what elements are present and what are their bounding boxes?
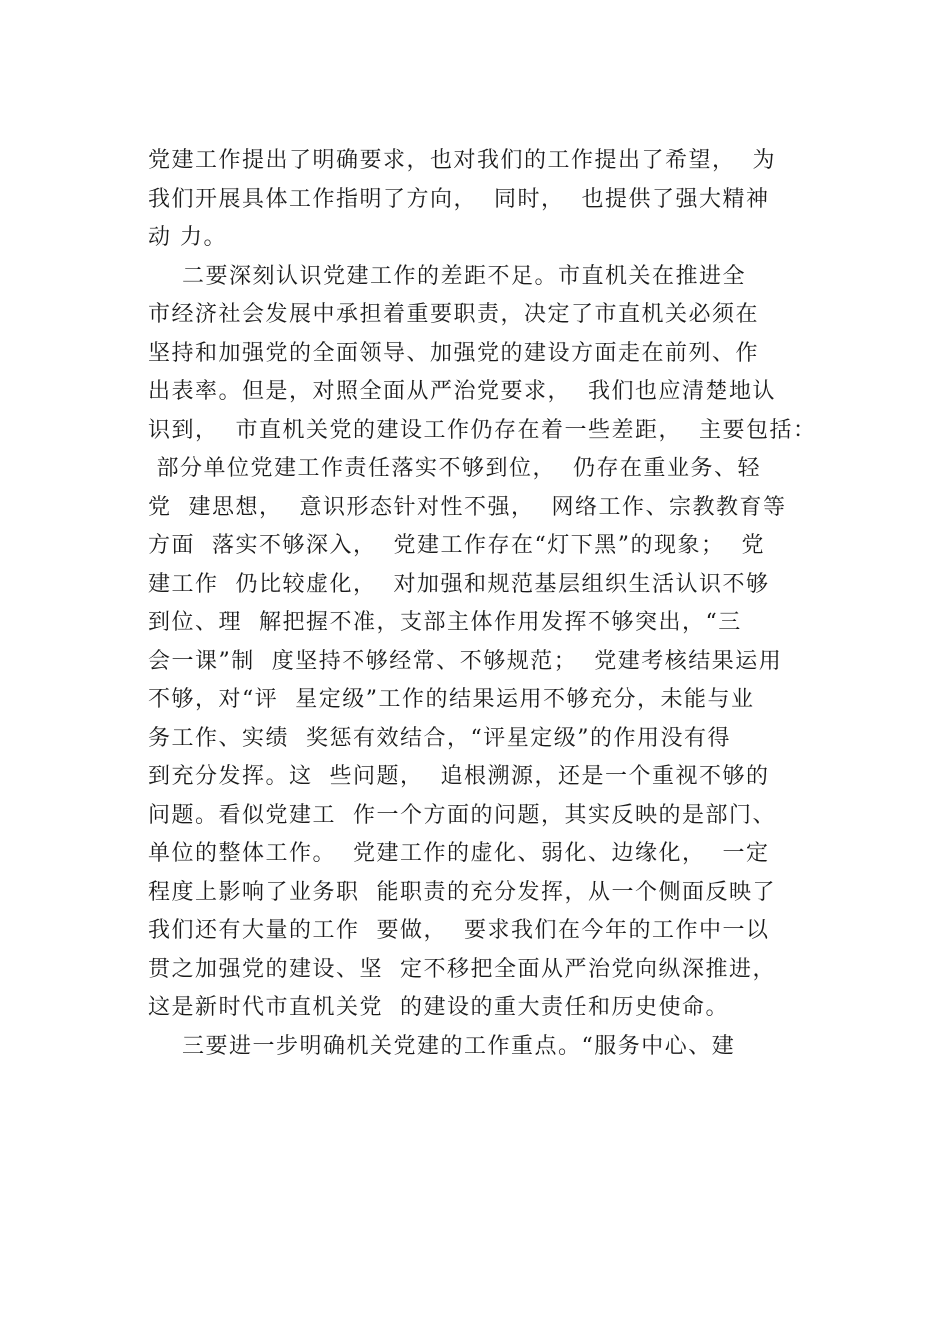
- text-line: 到位、理 解把握不准，支部主体作用发挥不够突出，“三: [148, 610, 742, 635]
- text-line: 不够，对“评 星定级”工作的结果运用不够充分，未能与业: [148, 687, 755, 712]
- text-line: 市经济社会发展中承担着重要职责，决定了市直机关必须在: [148, 302, 760, 327]
- text-line: 会一课”制 度坚持不够经常、不够规范； 党建考核结果运用: [148, 648, 783, 674]
- text-line: 单位的整体工作。 党建工作的虚化、弱化、边缘化， 一定: [148, 841, 770, 866]
- text-line: 三要进一步明确机关党建的工作重点。“服务中心、建: [148, 1033, 736, 1059]
- text-line: 贯之加强党的建设、坚 定不移把全面从严治党向纵深推进，: [148, 956, 776, 982]
- text-line: 问题。看似党建工 作一个方面的问题，其实反映的是部门、: [148, 802, 776, 828]
- text-line: 出表率。但是，对照全面从严治党要求， 我们也应清楚地认: [148, 379, 776, 404]
- text-line: 动 力。: [148, 225, 227, 250]
- text-line: 部分单位党建工作责任落实不够到位， 仍存在重业务、轻: [148, 456, 761, 481]
- text-line: 坚持和加强党的全面领导、加强党的建设方面走在前列、作: [148, 340, 760, 366]
- text-line: 程度上影响了业务职 能职责的充分发挥，从一个侧面反映了: [148, 879, 776, 905]
- text-line: 我们开展具体工作指明了方向， 同时， 也提供了强大精神: [148, 186, 770, 212]
- text-line: 务工作、实绩 奖惩有效结合，“评星定级”的作用没有得: [148, 725, 731, 751]
- text-line: 建工作 仍比较虚化， 对加强和规范基层组织生活认识不够: [148, 571, 770, 597]
- text-line: 党建工作提出了明确要求，也对我们的工作提出了希望， 为: [148, 148, 776, 173]
- text-line: 方面 落实不够深入， 党建工作存在“灯下黑”的现象； 党: [148, 533, 765, 558]
- text-line: 我们还有大量的工作 要做， 要求我们在今年的工作中一以: [148, 918, 770, 943]
- text-line: 这是新时代市直机关党 的建设的重大责任和历史使命。: [148, 995, 729, 1020]
- text-line: 二要深刻认识党建工作的差距不足。市直机关在推进全: [148, 263, 746, 289]
- text-line: 到充分发挥。这 些问题， 追根溯源，还是一个重视不够的: [148, 764, 770, 789]
- text-line: 识到， 市直机关党的建设工作仍存在着一些差距， 主要包括：: [148, 417, 817, 443]
- body-text: [148, 142, 828, 1066]
- text-line: 党 建思想， 意识形态针对性不强， 网络工作、宗教教育等: [148, 494, 787, 520]
